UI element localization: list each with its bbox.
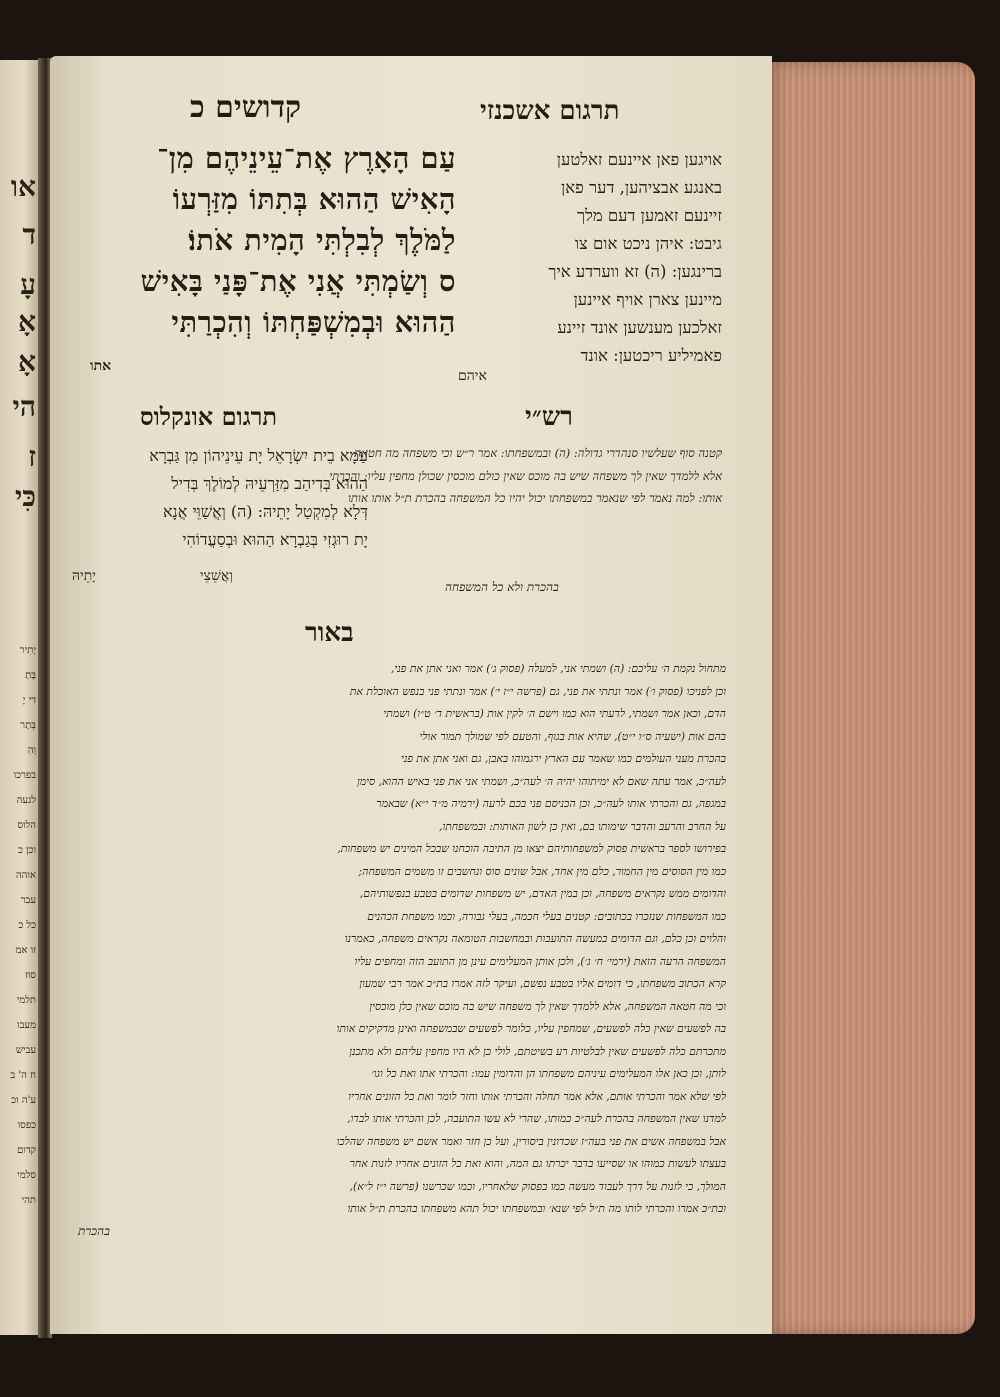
left-page-fragment: יָתִיר	[19, 645, 36, 656]
onkelos-translation	[58, 442, 368, 554]
left-page-fragment: עביש	[15, 1045, 36, 1056]
biur-commentary	[54, 658, 726, 1221]
left-page-fragment: או	[10, 170, 36, 203]
biur-line: קרא הכתוב משפחתו, כי דומים אליו בטבע נפשם, ועיקר לזה אמרו בת״כ אמר רבי שמעון	[359, 977, 726, 990]
biur-line: וכן לפניכו (פסוק ו׳) אמר ונתתי את פני, גם (פרשה י״ז י׳) אמר ונתתי פני בנפש האוכלת את	[349, 684, 726, 698]
biur-line: כמו מין הסוסים מין החמור, כלם מין אחד, אבל שונים סוס ונחשבים זו משמים המשפחה;	[358, 864, 726, 878]
biur-title: באור	[305, 618, 354, 648]
biur-line: לעה״כ, אמר עתה שאם לא ימיתוהו יהיה ה׳ לעה״כ, ושמתי אני את פני באיש ההוא, סימן	[356, 774, 726, 788]
onkelos-line: יָת רוּגְזִי בְּגַבְרָא הַהוּא וּבְסַעֲדוֹהִי	[182, 530, 368, 549]
rashi-line: אותו: למה נאמר לפי שנאמר במשפחתו יכול יהיו כל המשפחה בהכרת ת״ל אותו אותו	[347, 491, 722, 505]
left-page-fragment: עבר	[20, 895, 36, 906]
verse-line: הַהוּא וּבְמִשְׁפַּחְתּוֹ וְהִכְרַתִּי	[171, 305, 456, 339]
left-page-fragment: די יָ	[22, 695, 36, 706]
biur-line: והלוים וכן כלם, וגם הדומים במעשה התועבות ובמחשבות הטומאה נקראים משפחה, כאמרנו	[344, 932, 726, 945]
biur-line: בעצתו לעשות כמוהו או שסייעו בדבר יכרתו גם המה, והוא ואת כל הזונים אחריו לזנות אחר	[349, 1157, 726, 1170]
left-page-fragment: הלוס	[17, 820, 36, 831]
biur-line: המשפחה הרעה הזאת (ירמי׳ ח׳ ג׳), ולכן אותן המעלימים עינן מן התועב הזה ומחפים עליו	[354, 954, 726, 968]
rashi-line: אלא ללמדך שאין לך משפחה שיש בה מוכס שאין כולם מוכסין שכולן מחפין עליו: והכרתי	[329, 468, 722, 483]
onkelos-catchword-left: וְאֲשֵׁצֵי	[200, 568, 233, 584]
biur-line: המולך, כי לזנות על דרך לעבוד מעשה כמו בפסוק שלאחריו, וכמו שכרשנו (פרשה י״ז ל״א),	[349, 1179, 726, 1193]
onkelos-line: עַמָּא בֵית יִשְׂרָאֵל יָת עֵינֵיהוֹן מִן גַּבְרָא	[149, 446, 368, 465]
running-header-right: תרגום אשכנזי	[480, 96, 620, 126]
yiddish-line: גיבט: איהן ניכט אום צו	[574, 234, 722, 253]
verse-catchword: אתו	[90, 358, 112, 374]
biur-line: הדם, וכאן אמר ושמתי, לדעתי הוא כמו וישם ה׳ לקין אות (בראשית ד׳ ט״ו) ושמתי	[383, 707, 726, 720]
biur-line: בהכרת מעני העולמים כמו שאמר עם הארץ ירגמוהו באבן, גם ואני אתן את פני	[400, 752, 726, 765]
left-page-fragment: אָ	[18, 305, 36, 338]
biur-line: למדנו שאין המשפחה בהכרת לעה״כ כמותו, שהרי לא עשו התועבה, לכן והכרתי אותו לבדו,	[347, 1112, 726, 1125]
biur-line: מתחול נקמת ה׳ עליכם: (ה) ושמתי אני, למעלה (פסוק ג׳) אמר ואני אתן את פני,	[390, 662, 726, 675]
yiddish-line: אויגען פאן איינעם זאלטען	[556, 150, 722, 169]
left-page-fragment: אָ	[18, 345, 36, 378]
left-page-fragment: וכן כ	[17, 845, 36, 856]
yiddish-line: מיינען צארן אויף איינען	[573, 290, 722, 309]
onkelos-line: הַהוּא בְּדִיהַב מִזַּרְעֵיהּ לְמוֹלֶךְ בְּדִיל	[171, 474, 368, 493]
biur-line: לותן, וכן כאן אלו המעלימים עיניהם משפחתו הן והדומין עמו: והכרתי אתו ואת כל וגו׳	[371, 1067, 726, 1080]
left-page-fragment: לגעה	[16, 795, 36, 806]
left-page-fragment: תלמי	[16, 995, 36, 1006]
left-page-fragment: כִּי	[14, 480, 36, 513]
biur-line: בפירושו לספר בראשית פסוק למשפחותיהם יצאו מן התיבה הוכחנו שבכל המינים יש משפחות,	[337, 842, 726, 855]
left-page-fragment: ע'ה וכ	[11, 1095, 36, 1106]
yiddish-line: פאמיליע ריכטען: אונד	[580, 346, 722, 365]
left-page-fragment: סלמי	[17, 1170, 36, 1181]
yiddish-translation	[460, 146, 722, 370]
left-page-fragment: כל כ	[18, 920, 36, 931]
left-page-fragment: עָ	[20, 268, 36, 301]
left-page-fragment: זו אמ	[15, 945, 36, 956]
rashi-line: קטנה סוף שעלשיו סנהדרי גדולה: (ה) ובמשפחתו: אמר ר״ש וכי משפחה מה חטאה	[354, 446, 722, 460]
left-page-fragment: וְהִ	[27, 745, 36, 756]
left-page-fragment: הי	[12, 390, 36, 423]
biur-line: והדומים ממש נקראים משפחה, וכן במין האדם, יש משפחות שדומים בטבע בנפשותיהם,	[359, 887, 726, 900]
running-header-left: קדושים כ	[190, 90, 302, 125]
biur-catchword: בהכרת	[78, 1224, 110, 1238]
left-page-fragment: אוהה	[15, 870, 36, 881]
biur-line: ובת״כ אמרו והכרתי לותו מה ת״ל לפי שנא׳ ובמשפחתו יכול תהא משפחתו בהכרת ת״ל אותו	[347, 1202, 726, 1215]
rashi-title: רש״י	[525, 402, 573, 432]
facing-left-page	[0, 60, 40, 1335]
biur-line: וכי מה חטאה המשפחה, אלא ללמדך שאין לך משפחה שיש בה מוכס שאין כלן מוכסין	[369, 999, 726, 1013]
yiddish-catchword: איהם	[458, 368, 487, 384]
rashi-catchword: בהכרת ולא כל המשפחה	[445, 580, 559, 594]
yiddish-line: ברינגען: (ה) זא ווערדע איך	[548, 262, 722, 281]
biur-line: לפי שלא אמר והכרתי אותם, אלא אמר תחלה והכרתי אותו וחזר לומר ואת כל הזונים אחריו	[348, 1089, 726, 1103]
verse-line: עַם הָאָרֶץ אֶת־עֵינֵיהֶם מִן־	[157, 141, 456, 175]
left-page-fragment: בפרכו	[13, 770, 36, 781]
left-page-fragment: סוז	[24, 970, 36, 981]
biur-line: על החרב והרעב והדבר שימותו בם, ואין כן לשון האותות: ובמשפחתו,	[439, 819, 726, 833]
verse-line: לַמֹּלֶךְ לְבִלְתִּי הָמִית אֹתוֹ׃	[187, 223, 456, 257]
biur-line: בהם אות (ישעיה ס״ו י״ט), שהיא אות בגוף, והטעם לפי שמולך תמור אולי	[419, 729, 726, 743]
biur-line: כמו המשפחות שנזכרו בכתובים: קטנים בעלי חכמה, בעלי גבורה, וכמו משפחת הכהנים	[367, 909, 726, 923]
page-fore-edge	[765, 62, 975, 1334]
scripture-verse	[58, 138, 456, 343]
left-page-fragment: קדום	[17, 1145, 36, 1156]
biur-line: במגפה, גם והכרתי אותו לעה״כ, וכן הכניסם פני בכם לרעה (ירמיה מ״ד י״א) שבאמר	[376, 797, 726, 810]
left-page-fragment: מעבו	[17, 1020, 36, 1031]
yiddish-line: באנגע אבציהען, דער פאן	[561, 178, 722, 197]
biur-line: מתכרתם כלה לפשעים שאין לבלטיות רע בשיטתם, לולי כן לא היו מחפין עליהם ולא מתכנן	[349, 1044, 726, 1058]
left-page-fragment: בָּתַ	[25, 670, 36, 681]
left-page-fragment: כפסו	[17, 1120, 36, 1131]
onkelos-catchword-right: יָתֵיהּ	[72, 568, 96, 584]
yiddish-line: זאלכען מענשען אונד זיינע	[557, 318, 722, 337]
biur-line: בה לפשעים שאין כלה לפשעים, שמחפין עליו, כלומר לפשעים שבמשפחה ואינן מדקיקים אותו	[336, 1022, 726, 1035]
onkelos-title: תרגום אונקלוס	[140, 402, 278, 431]
verse-line: ס וְשַׂמְתִּי אֲנִי אֶת־פָּנַי בָּאִישׁ	[140, 264, 456, 298]
yiddish-line: זיינעם זאמען דעם מלך	[577, 206, 722, 225]
biur-line: אבל במשפחה אשים את פני בעה״ז שכדונין ביסורין, ועל כן חזר ואמר אשם יש משפחה שהלכו	[336, 1134, 726, 1148]
onkelos-line: דְּלָא לְמִקְטַל יָתֵיהּ: (ה) וְאֲשַׁוֵּי אֲנָא	[162, 502, 368, 521]
left-page-fragment: בְּתַר	[20, 720, 36, 731]
right-page	[50, 56, 772, 1334]
verse-line: הָאִישׁ הַהוּא בְּתִתּוֹ מִזַּרְעוֹ	[172, 182, 456, 216]
rashi-commentary	[329, 442, 722, 510]
left-page-fragment: ד	[22, 218, 36, 251]
left-page-fragment: ז	[28, 440, 36, 473]
left-page-fragment: ח ה' ב	[10, 1070, 36, 1081]
left-page-fragment: תהי	[21, 1195, 36, 1206]
